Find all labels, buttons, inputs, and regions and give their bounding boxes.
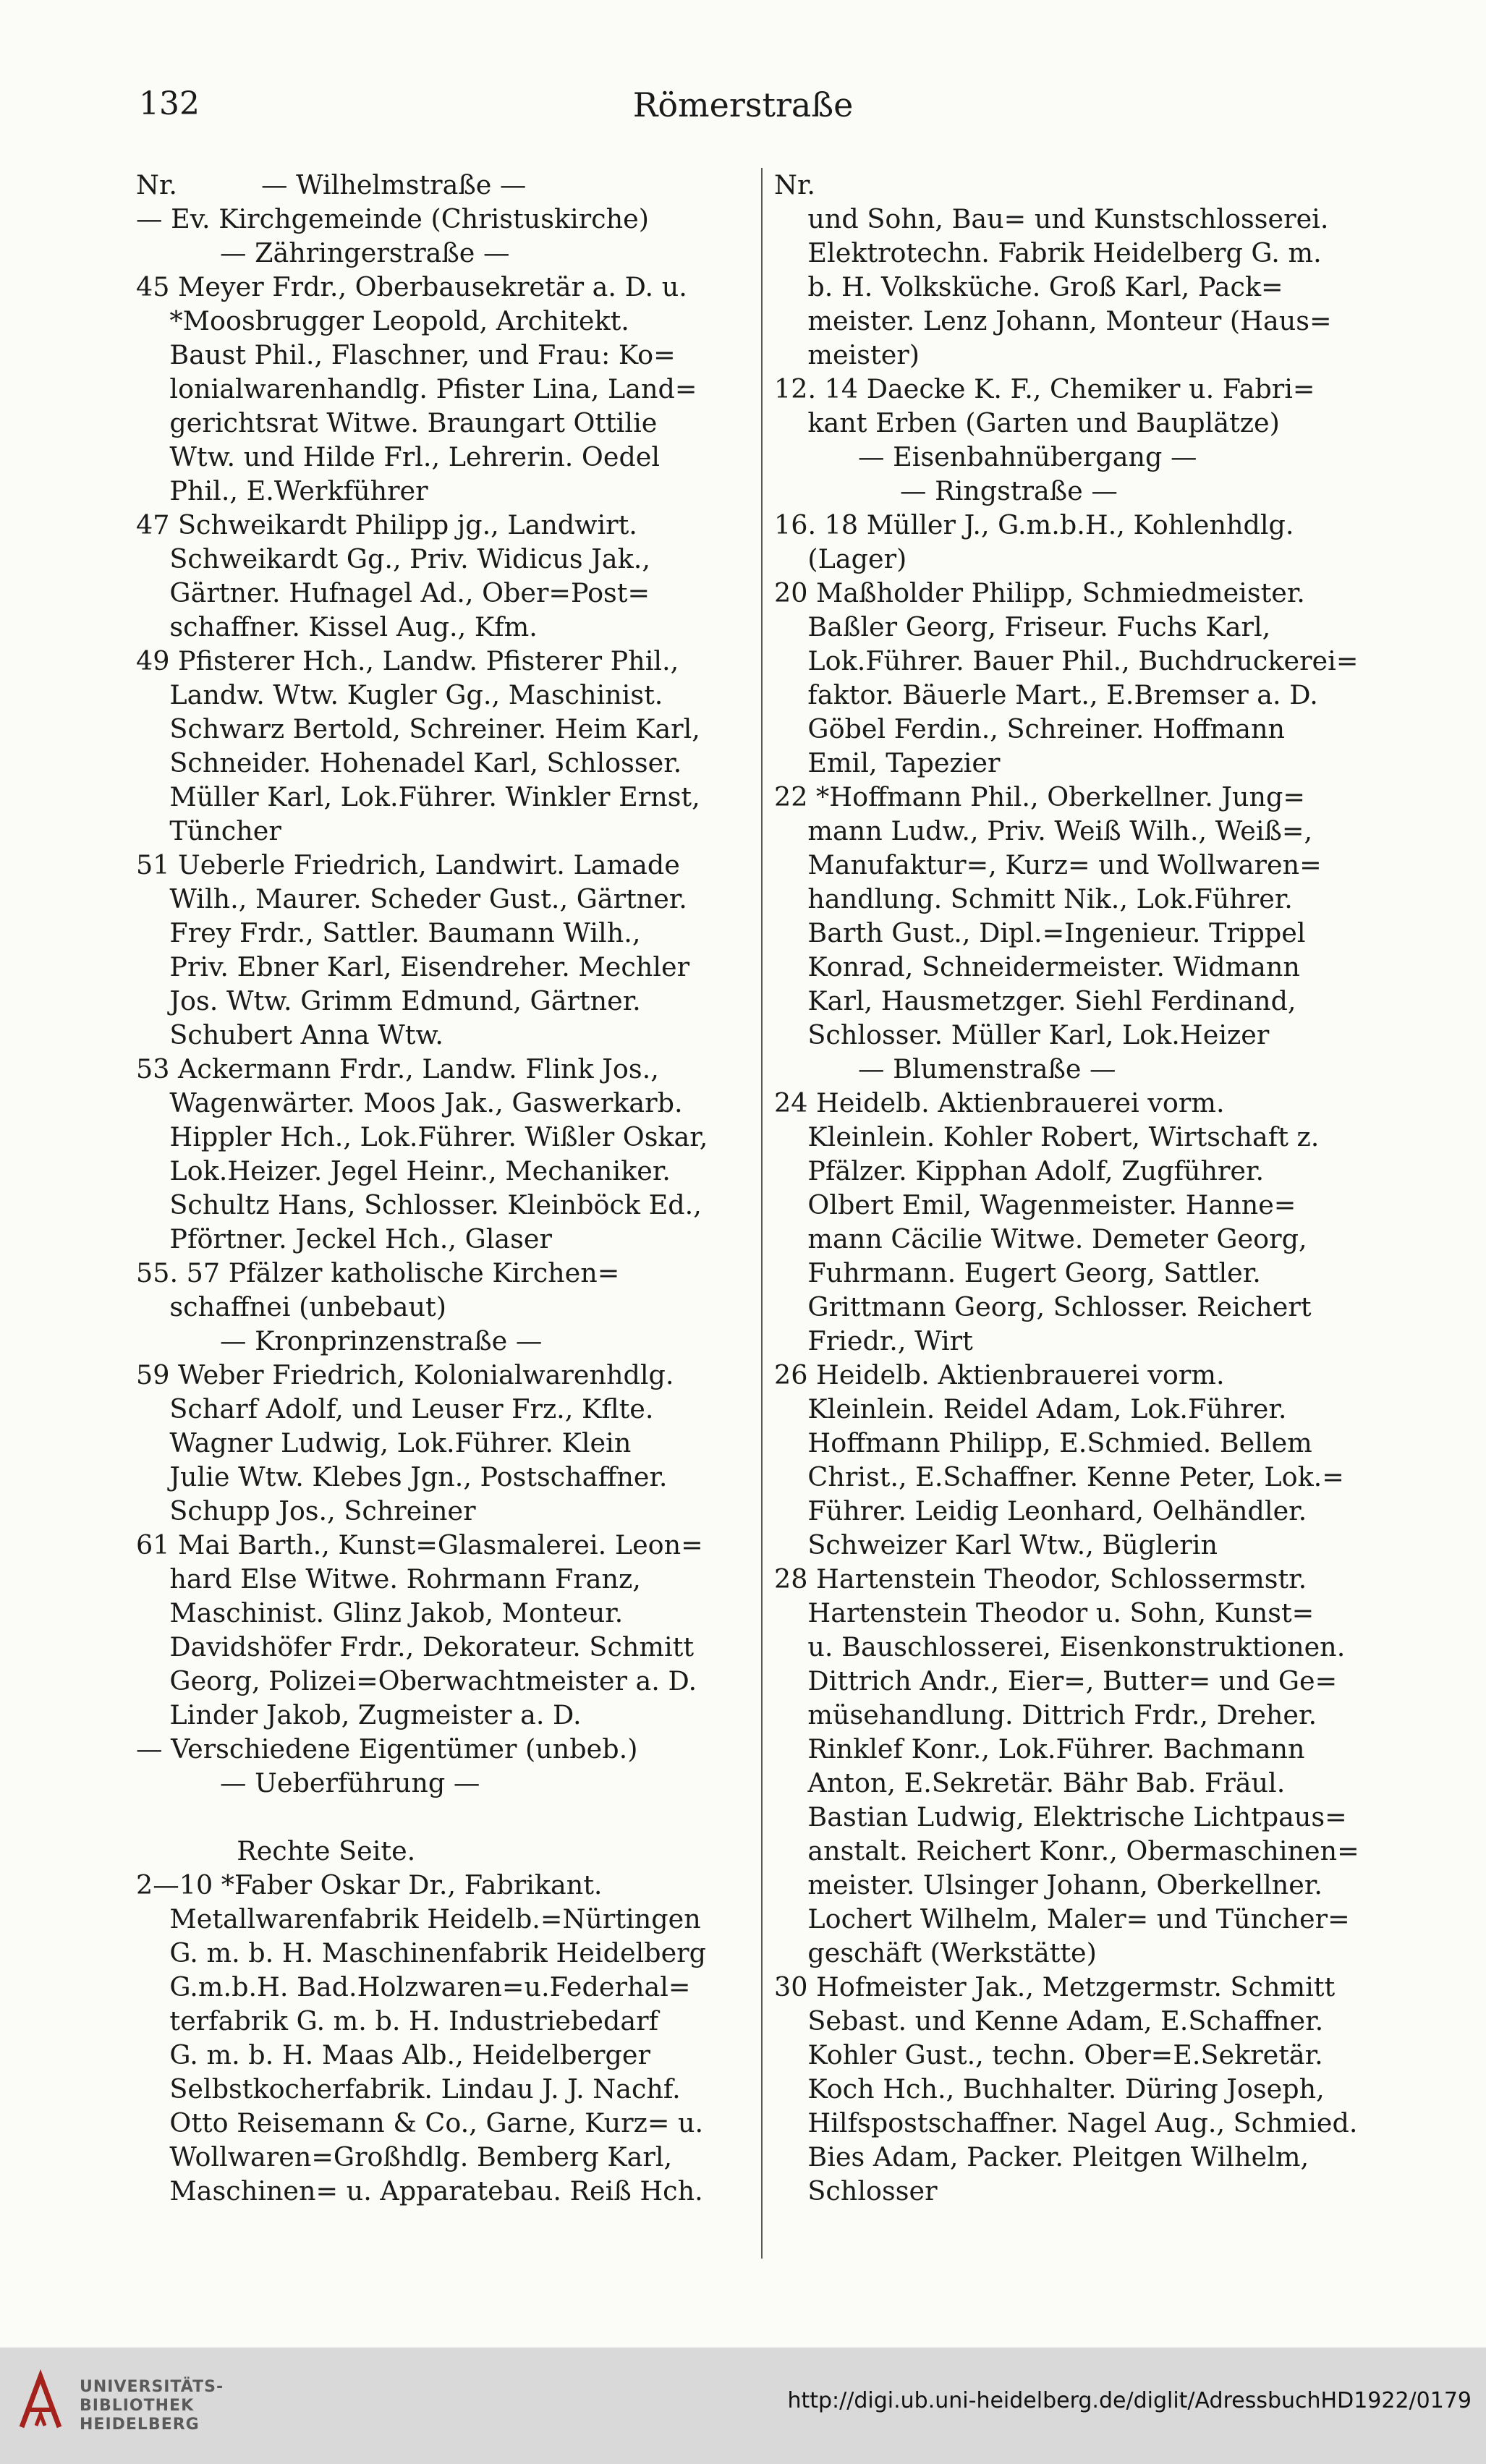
address-line: Wagenwärter. Moos Jak., Gaswerkarb.: [136, 1087, 683, 1118]
address-line: und Sohn, Bau= und Kunstschlosserei.: [774, 203, 1329, 234]
address-line: Schneider. Hohenadel Karl, Schlosser.: [136, 747, 682, 778]
address-line: Kleinlein. Kohler Robert, Wirtschaft z.: [774, 1121, 1320, 1152]
address-line: Pfälzer. Kipphan Adolf, Zugführer.: [774, 1155, 1265, 1186]
address-line: Tüncher: [136, 815, 281, 846]
address-line: Wtw. und Hilde Frl., Lehrerin. Oedel: [136, 441, 661, 472]
address-line: G. m. b. H. Maas Alb., Heidelberger: [136, 2039, 650, 2070]
address-line: b. H. Volksküche. Groß Karl, Pack=: [774, 271, 1283, 302]
address-line: — Eisenbahnübergang —: [774, 441, 1197, 472]
address-line: Davidshöfer Frdr., Dekorateur. Schmitt: [136, 1631, 695, 1662]
address-line: Baßler Georg, Friseur. Fuchs Karl,: [774, 611, 1271, 642]
address-line: Anton, E.Sekretär. Bähr Bab. Fräul.: [774, 1767, 1286, 1798]
address-line: Kohler Gust., techn. Ober=E.Sekretär.: [774, 2039, 1323, 2070]
address-line: Phil., E.Werkführer: [136, 475, 428, 506]
address-line: Karl, Hausmetzger. Siehl Ferdinand,: [774, 985, 1296, 1016]
address-line: 16. 18 Müller J., G.m.b.H., Kohlenhdlg.: [774, 509, 1294, 540]
logo-text-line-2: BIBLIOTHEK: [80, 2397, 195, 2415]
left-column: [136, 168, 751, 2208]
address-line: 55. 57 Pfälzer katholische Kirchen=: [136, 1257, 620, 1288]
address-line: (Lager): [774, 543, 907, 574]
address-line: handlung. Schmitt Nik., Lok.Führer.: [774, 883, 1293, 914]
address-line: hard Else Witwe. Rohrmann Franz,: [136, 1563, 641, 1594]
address-line: Lok.Führer. Bauer Phil., Buchdruckerei=: [774, 645, 1359, 676]
address-line: 12. 14 Daecke K. F., Chemiker u. Fabri=: [774, 373, 1315, 404]
address-line: geschäft (Werkstätte): [774, 1937, 1097, 1968]
address-line: Gärtner. Hufnagel Ad., Ober=Post=: [136, 577, 650, 608]
address-line: Pförtner. Jeckel Hch., Glaser: [136, 1223, 552, 1254]
address-line: u. Bauschlosserei, Eisenkonstruktionen.: [774, 1631, 1346, 1662]
address-line: Julie Wtw. Klebes Jgn., Postschaffner.: [136, 1461, 668, 1492]
address-line: Bastian Ludwig, Elektrische Lichtpaus=: [774, 1801, 1347, 1832]
address-line: Friedr., Wirt: [774, 1325, 973, 1356]
address-line: Schultz Hans, Schlosser. Kleinböck Ed.,: [136, 1189, 702, 1220]
address-line: [136, 1800, 751, 1834]
address-line: Schlosser. Müller Karl, Lok.Heizer: [774, 1019, 1270, 1050]
address-line: 24 Heidelb. Aktienbrauerei vorm.: [774, 1087, 1225, 1118]
address-line: 49 Pfisterer Hch., Landw. Pfisterer Phil.,: [136, 645, 679, 676]
address-line: *Moosbrugger Leopold, Architekt.: [136, 305, 629, 336]
address-line: G.m.b.H. Bad.Holzwaren=u.Federhal=: [136, 1971, 691, 2002]
address-line: 26 Heidelb. Aktienbrauerei vorm.: [774, 1359, 1225, 1390]
address-line: Hilfspostschaffner. Nagel Aug., Schmied.: [774, 2107, 1358, 2138]
address-line: Wilh., Maurer. Scheder Gust., Gärtner.: [136, 883, 687, 914]
address-line: Jos. Wtw. Grimm Edmund, Gärtner.: [136, 985, 641, 1016]
address-line: 59 Weber Friedrich, Kolonialwarenhdlg.: [136, 1359, 674, 1390]
column-divider: [761, 168, 763, 2259]
address-line: Wagner Ludwig, Lok.Führer. Klein: [136, 1427, 632, 1458]
address-line: Christ., E.Schaffner. Kenne Peter, Lok.=: [774, 1461, 1344, 1492]
address-line: Maschinen= u. Apparatebau. Reiß Hch.: [136, 2175, 703, 2206]
address-line: Nr. — Wilhelmstraße —: [136, 169, 527, 200]
address-line: Führer. Leidig Leonhard, Oelhändler.: [774, 1495, 1307, 1526]
address-line: 45 Meyer Frdr., Oberbausekretär a. D. u.: [136, 271, 687, 302]
address-line: Konrad, Schneidermeister. Widmann: [774, 951, 1300, 982]
address-line: Emil, Tapezier: [774, 747, 1001, 778]
address-line: — Ueberführung —: [136, 1767, 480, 1798]
address-line: kant Erben (Garten und Bauplätze): [774, 407, 1280, 438]
address-line: Schupp Jos., Schreiner: [136, 1495, 476, 1526]
address-line: Baust Phil., Flaschner, und Frau: Ko=: [136, 339, 676, 370]
address-line: Bies Adam, Packer. Pleitgen Wilhelm,: [774, 2141, 1309, 2172]
address-line: Fuhrmann. Eugert Georg, Sattler.: [774, 1257, 1261, 1288]
address-line: G. m. b. H. Maschinenfabrik Heidelberg: [136, 1937, 706, 1968]
right-column: [774, 168, 1389, 2208]
address-line: Metallwarenfabrik Heidelb.=Nürtingen: [136, 1903, 701, 1934]
address-line: schaffner. Kissel Aug., Kfm.: [136, 611, 538, 642]
address-line: meister. Lenz Johann, Monteur (Haus=: [774, 305, 1332, 336]
address-line: faktor. Bäuerle Mart., E.Bremser a. D.: [774, 679, 1318, 710]
address-line: 30 Hofmeister Jak., Metzgermstr. Schmitt: [774, 1971, 1336, 2002]
address-line: anstalt. Reichert Konr., Obermaschinen=: [774, 1835, 1359, 1866]
address-line: müsehandlung. Dittrich Frdr., Dreher.: [774, 1699, 1317, 1730]
address-line: lonialwarenhandlg. Pfister Lina, Land=: [136, 373, 697, 404]
page-title: Römerstraße: [632, 85, 854, 124]
address-line: Schubert Anna Wtw.: [136, 1019, 443, 1050]
address-line: mann Ludw., Priv. Weiß Wilh., Weiß=,: [774, 815, 1313, 846]
address-line: Rechte Seite.: [136, 1835, 416, 1866]
address-line: 2—10 *Faber Oskar Dr., Fabrikant.: [136, 1869, 603, 1900]
address-line: Hippler Hch., Lok.Führer. Wißler Oskar,: [136, 1121, 708, 1152]
address-line: Hoffmann Philipp, E.Schmied. Bellem: [774, 1427, 1312, 1458]
address-line: Linder Jakob, Zugmeister a. D.: [136, 1699, 582, 1730]
address-line: Rinklef Konr., Lok.Führer. Bachmann: [774, 1733, 1305, 1764]
address-line: Elektrotechn. Fabrik Heidelberg G. m.: [774, 237, 1322, 268]
address-line: Nr.: [774, 169, 815, 200]
address-line: Schweikardt Gg., Priv. Widicus Jak.,: [136, 543, 650, 574]
address-line: terfabrik G. m. b. H. Industriebedarf: [136, 2005, 659, 2036]
address-line: Schwarz Bertold, Schreiner. Heim Karl,: [136, 713, 700, 744]
address-line: Koch Hch., Buchhalter. Düring Joseph,: [774, 2073, 1325, 2104]
address-line: Priv. Ebner Karl, Eisendreher. Mechler: [136, 951, 690, 982]
logo-text-line-1: UNIVERSITÄTS-: [80, 2378, 224, 2396]
address-line: Wollwaren=Großhdlg. Bemberg Karl,: [136, 2141, 673, 2172]
address-line: 22 *Hoffmann Phil., Oberkellner. Jung=: [774, 781, 1305, 812]
address-line: Müller Karl, Lok.Führer. Winkler Ernst,: [136, 781, 700, 812]
address-line: Landw. Wtw. Kugler Gg., Maschinist.: [136, 679, 663, 710]
address-line: Hartenstein Theodor u. Sohn, Kunst=: [774, 1597, 1315, 1628]
address-line: Georg, Polizei=Oberwachtmeister a. D.: [136, 1665, 697, 1696]
address-line: mann Cäcilie Witwe. Demeter Georg,: [774, 1223, 1307, 1254]
address-line: Schweizer Karl Wtw., Büglerin: [774, 1529, 1218, 1560]
address-line: gerichtsrat Witwe. Braungart Ottilie: [136, 407, 658, 438]
address-line: meister): [774, 339, 920, 370]
logo-text-line-3: HEIDELBERG: [80, 2416, 200, 2434]
address-line: — Ringstraße —: [774, 475, 1118, 506]
address-line: Göbel Ferdin., Schreiner. Hoffmann: [774, 713, 1286, 744]
address-line: schaffnei (unbebaut): [136, 1291, 446, 1322]
address-line: Barth Gust., Dipl.=Ingenieur. Trippel: [774, 917, 1306, 948]
address-line: Lok.Heizer. Jegel Heinr., Mechaniker.: [136, 1155, 671, 1186]
address-line: — Kronprinzenstraße —: [136, 1325, 543, 1356]
address-line: Scharf Adolf, und Leuser Frz., Kflte.: [136, 1393, 654, 1424]
address-line: meister. Ulsinger Johann, Oberkellner.: [774, 1869, 1322, 1900]
address-line: Olbert Emil, Wagenmeister. Hanne=: [774, 1189, 1296, 1220]
address-line: — Zähringerstraße —: [136, 237, 510, 268]
address-line: 53 Ackermann Frdr., Landw. Flink Jos.,: [136, 1053, 659, 1084]
address-line: Otto Reisemann & Co., Garne, Kurz= u.: [136, 2107, 704, 2138]
address-line: Kleinlein. Reidel Adam, Lok.Führer.: [774, 1393, 1287, 1424]
address-line: — Verschiedene Eigentümer (unbeb.): [136, 1733, 638, 1764]
address-line: — Ev. Kirchgemeinde (Christuskirche): [136, 203, 649, 234]
address-line: Selbstkocherfabrik. Lindau J. J. Nachf.: [136, 2073, 681, 2104]
page-number: 132: [139, 85, 200, 122]
address-line: Schlosser: [774, 2175, 938, 2206]
footer-bar: [0, 2348, 1486, 2464]
source-url-link[interactable]: http://digi.ub.uni-heidelberg.de/diglit/AdressbuchHD1922/0179: [787, 2388, 1472, 2413]
address-line: Manufaktur=, Kurz= und Wollwaren=: [774, 849, 1322, 880]
address-line: Maschinist. Glinz Jakob, Monteur.: [136, 1597, 624, 1628]
address-line: 20 Maßholder Philipp, Schmiedmeister.: [774, 577, 1305, 608]
address-line: 61 Mai Barth., Kunst=Glasmalerei. Leon=: [136, 1529, 703, 1560]
address-line: Sebast. und Kenne Adam, E.Schaffner.: [774, 2005, 1324, 2036]
address-line: 28 Hartenstein Theodor, Schlossermstr.: [774, 1563, 1307, 1594]
address-line: Dittrich Andr., Eier=, Butter= und Ge=: [774, 1665, 1338, 1696]
address-line: 47 Schweikardt Philipp jg., Landwirt.: [136, 509, 637, 540]
address-line: Grittmann Georg, Schlosser. Reichert: [774, 1291, 1312, 1322]
university-library-logo-icon: [14, 2369, 67, 2434]
address-line: 51 Ueberle Friedrich, Landwirt. Lamade: [136, 849, 680, 880]
address-line: — Blumenstraße —: [774, 1053, 1116, 1084]
address-line: Lochert Wilhelm, Maler= und Tüncher=: [774, 1903, 1350, 1934]
address-line: Frey Frdr., Sattler. Baumann Wilh.,: [136, 917, 641, 948]
